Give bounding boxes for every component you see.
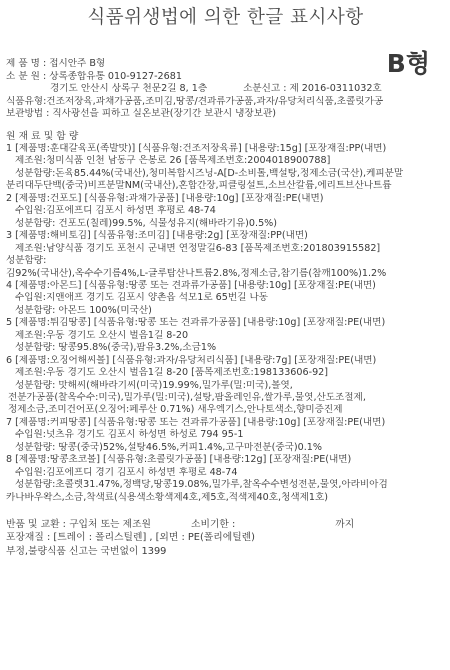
item-3-composition: 김92%(국내산),옥수수기름4%,L-글루탐산나트륨2.8%,정제소금,참기름(참깨100%)1.2%	[6, 267, 387, 279]
item-6-heading: 6 [제품명:오징어해씨볼] [식품유형:과자/유당처리식품] [내용량:7g] [포장재질:PE(내면)	[6, 354, 377, 366]
packaging-material: 포장재질 : [트레이 : 폴리스틸렌] , [외면 : PE(폴리에틸렌)	[6, 532, 255, 544]
food-type: 식품유형:건조저장육,과채가공품,조미김,땅콩/견과류가공품,과자/유당처리식품,초콜릿가공	[6, 95, 384, 107]
item-4-heading: 4 [제품명:아몬드] [식품유형:땅콩 또는 견과류가공품] [내용량:10g] [포장재질:PE(내면)	[6, 279, 376, 291]
item-8-heading: 8 [제품명:땅콩초코볼] [식품유형:초콜릿가공품] [내용량:12g] [포장재질:PE(내면)	[6, 454, 352, 466]
seller-info: 소 분 원 : 상록종합유통 010-9127-2681	[6, 70, 182, 82]
item-6-composition-cont-2: 정제소금,조미건어포(오징어:페루산 0.71%) 새우엑기스,안나토색소,향미증진제	[8, 404, 343, 416]
report-number: 소분신고 : 제 2016-0311032호	[243, 83, 382, 95]
item-6-composition: 성분함량: 맛해씨(해바라기씨(미국)19.99%,밀가루(밀:미국),볼엿,	[15, 379, 293, 391]
item-2-importer: 수입원:김포에프디 김포시 하성면 후평로 48-74	[15, 205, 216, 217]
report-hotline: 부정,불량식품 신고는 국번없이 1399	[6, 545, 167, 557]
item-6-maker: 제조원:우동 경기도 오산시 벌음1길 8-20 [품목제조번호:198133606-92]	[15, 367, 329, 379]
footer-info	[6, 518, 445, 558]
seller-address: 경기도 안산시 상록구 천문2길 8, 1층	[50, 83, 208, 95]
item-4-importer: 수입원:지앤애프 경기도 김포시 양촌읍 석모1로 65번길 나동	[15, 292, 268, 304]
item-1-composition: 성분함량:돈육85.44%(국내산),청미복합시즈닝-A[D-소비톨,백설탕,정제소금(국산),케피분말	[15, 167, 404, 179]
item-7-importer: 수입원:넛츠유 경기도 김포시 하성면 하성로 794 95-1	[15, 429, 244, 441]
item-5-composition: 성분함량: 땅콩95.8%(중국),팜유3.2%,소금1%	[15, 342, 217, 354]
ingredient-list	[6, 143, 445, 504]
item-8-importer: 수입원:김포에프디 경기 김포시 하성면 후평로 48-74	[15, 466, 238, 478]
item-2-composition: 성분함량: 건포도(칠레)99.5%, 식물성유지(해바라기유)0.5%)	[15, 217, 278, 229]
expiry-value: 까지	[335, 519, 355, 531]
item-1-maker: 제조원:청미식품 인천 남동구 은봉로 26 [품목제조번호:2004018900788]	[15, 155, 331, 167]
page-title: 식품위생법에 의한 한글 표시사항	[87, 7, 364, 28]
item-3-composition-label: 성분함량:	[6, 255, 47, 267]
address-row	[6, 83, 445, 96]
type-badge: B형	[386, 49, 430, 78]
item-5-heading: 5 [제품명:튀김땅콩] [식품유형:땅콩 또는 견과류가공품] [내용량:10g] [포장재질:PE(내면)	[6, 317, 386, 329]
item-8-composition: 성분함량:초콜렛31.47%,정백당,땅콩19.08%,밀가루,찰옥수수변성전분,물엿,아라비아검	[15, 479, 388, 491]
storage-method: 보관방법 : 직사광선을 피하고 실온보관(장기간 보관시 냉장보관)	[6, 108, 276, 120]
item-4-composition: 성분함량: 아몬드 100%(미국산)	[15, 304, 152, 316]
return-info: 반품 및 교환 : 구입처 또는 제조원	[6, 519, 152, 531]
product-name: 제 품 명 : 접시안주 B형	[6, 58, 106, 69]
item-3-maker: 제조원:남양식품 경기도 포천시 군내면 연정말길6-83 [품목제조번호:201803915582]	[15, 242, 381, 254]
item-6-composition-cont: 전분가공품(찰옥수수:미국),밀가루(밀:미국),설탕,팜올레인유,쌀가루,물엿,산도조절제,	[8, 392, 366, 404]
item-5-maker: 제조원:우동 경기도 오산시 벌음1길 8-20	[15, 329, 189, 341]
item-1-heading: 1 [제품명:훈대갈육포(족발맛)] [식품유형:건조저장육류] [내용량:15g] [포장재질:PP(내면)	[6, 142, 387, 154]
item-8-composition-cont: 카나바우왁스,소금,착색료(식용색소황색제4호,제5호,적색제40호,청색제1호)	[6, 491, 329, 503]
item-3-heading: 3 [제품명:해비토김] [식품유형:조미김] [내용량:2g] [포장재질:PP(내면)	[6, 230, 308, 242]
item-1-composition-cont: 분리대두단백(중국)비프분말NM(국내산),혼합간장,피클링설트,소브산칼륨,에리트브산나트륨	[6, 180, 392, 192]
item-7-composition: 성분함량: 땅콩(중국)52%,설탕46.5%,커피1.4%,고구마전분(중국)0.1%	[15, 441, 323, 453]
expiry-label: 소비기한 :	[191, 519, 236, 531]
item-7-heading: 7 [제품명:커피땅콩] [식품유형:땅콩 또는 견과류가공품] [내용량:10g] [포장재질:PE(내면)	[6, 416, 386, 428]
product-info	[6, 58, 445, 121]
item-2-heading: 2 [제품명:건포도] [식품유형:과채가공품] [내용량:10g] [포장재질:PE(내면)	[6, 192, 324, 204]
return-row	[6, 518, 445, 531]
ingredients-title: 원 재 료 및 함 량	[6, 130, 79, 142]
